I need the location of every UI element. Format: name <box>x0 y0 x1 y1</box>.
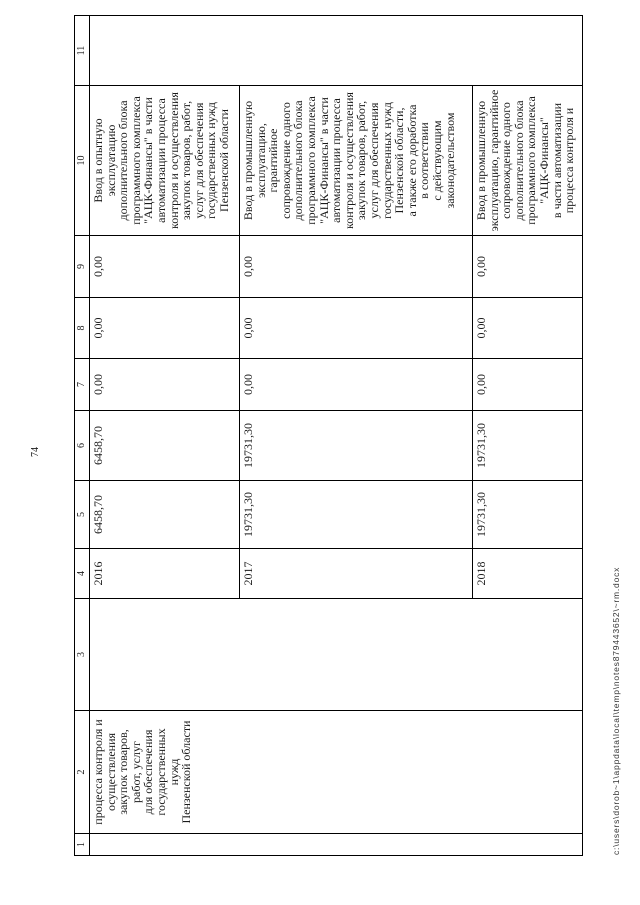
column-header-6: 6 <box>75 410 90 480</box>
table-cell-col11 <box>90 15 583 85</box>
column-header-1: 1 <box>75 833 90 855</box>
amount-cell-col6: 19731,30 <box>240 410 473 480</box>
table-cell-col1 <box>90 833 583 855</box>
row-description-cell: процесса контроля и осуществления закупок товаров, работ, услуг для обеспечения государственных нужд Пензенской области <box>90 710 583 833</box>
amount-cell-col6: 6458,70 <box>90 410 240 480</box>
result-description-cell: Ввод в промышленную эксплуатацию, гарантийное сопровождение одного дополнительного блока программного комплекса "АЦК-Финансы" в части автоматизации процесса контроля и <box>473 85 583 235</box>
amount-cell-col7: 0,00 <box>90 358 240 410</box>
amount-cell-col6: 19731,30 <box>473 410 583 480</box>
amount-cell-col7: 0,00 <box>240 358 473 410</box>
amount-cell-col5: 6458,70 <box>90 480 240 548</box>
table-cell-col3 <box>90 598 583 710</box>
amount-cell-col5: 19731,30 <box>473 480 583 548</box>
column-header-2: 2 <box>75 710 90 833</box>
column-header-3: 3 <box>75 598 90 710</box>
amount-cell-col5: 19731,30 <box>240 480 473 548</box>
result-description-cell: Ввод в опытную эксплуатацию дополнительного блока программного комплекса "АЦК-Финансы" в части автоматизации процесса контроля и осуществления закупок товаров, работ, услуг для обеспечения государственных нужд Пензенской области <box>90 85 240 235</box>
amount-cell-col9: 0,00 <box>473 235 583 297</box>
amount-cell-col8: 0,00 <box>90 297 240 358</box>
page-number: 74 <box>30 447 41 457</box>
year-cell: 2017 <box>240 548 473 598</box>
column-header-4: 4 <box>75 548 90 598</box>
amount-cell-col9: 0,00 <box>90 235 240 297</box>
amount-cell-col9: 0,00 <box>240 235 473 297</box>
data-table <box>74 15 583 856</box>
column-header-7: 7 <box>75 358 90 410</box>
year-cell: 2018 <box>473 548 583 598</box>
amount-cell-col8: 0,00 <box>240 297 473 358</box>
column-header-9: 9 <box>75 235 90 297</box>
result-description-cell: Ввод в промышленную эксплуатацию, гарантийное сопровождение одного дополнительного блока программного комплекса "АЦК-Финансы" в части автоматизации процесса контроля и осуществления закупок товаров, работ, услуг для обеспечения государственных нужд Пензенской области, а также его доработка в соответствии с действующим законодательством <box>240 85 473 235</box>
column-header-8: 8 <box>75 297 90 358</box>
amount-cell-col7: 0,00 <box>473 358 583 410</box>
column-header-5: 5 <box>75 480 90 548</box>
file-path-footer: c:\users\dorob~1\appdata\local\temp\notes879443652\~rm.docx <box>611 566 621 855</box>
amount-cell-col8: 0,00 <box>473 297 583 358</box>
year-cell: 2016 <box>90 548 240 598</box>
column-header-10: 10 <box>75 85 90 235</box>
column-header-11: 11 <box>75 15 90 85</box>
